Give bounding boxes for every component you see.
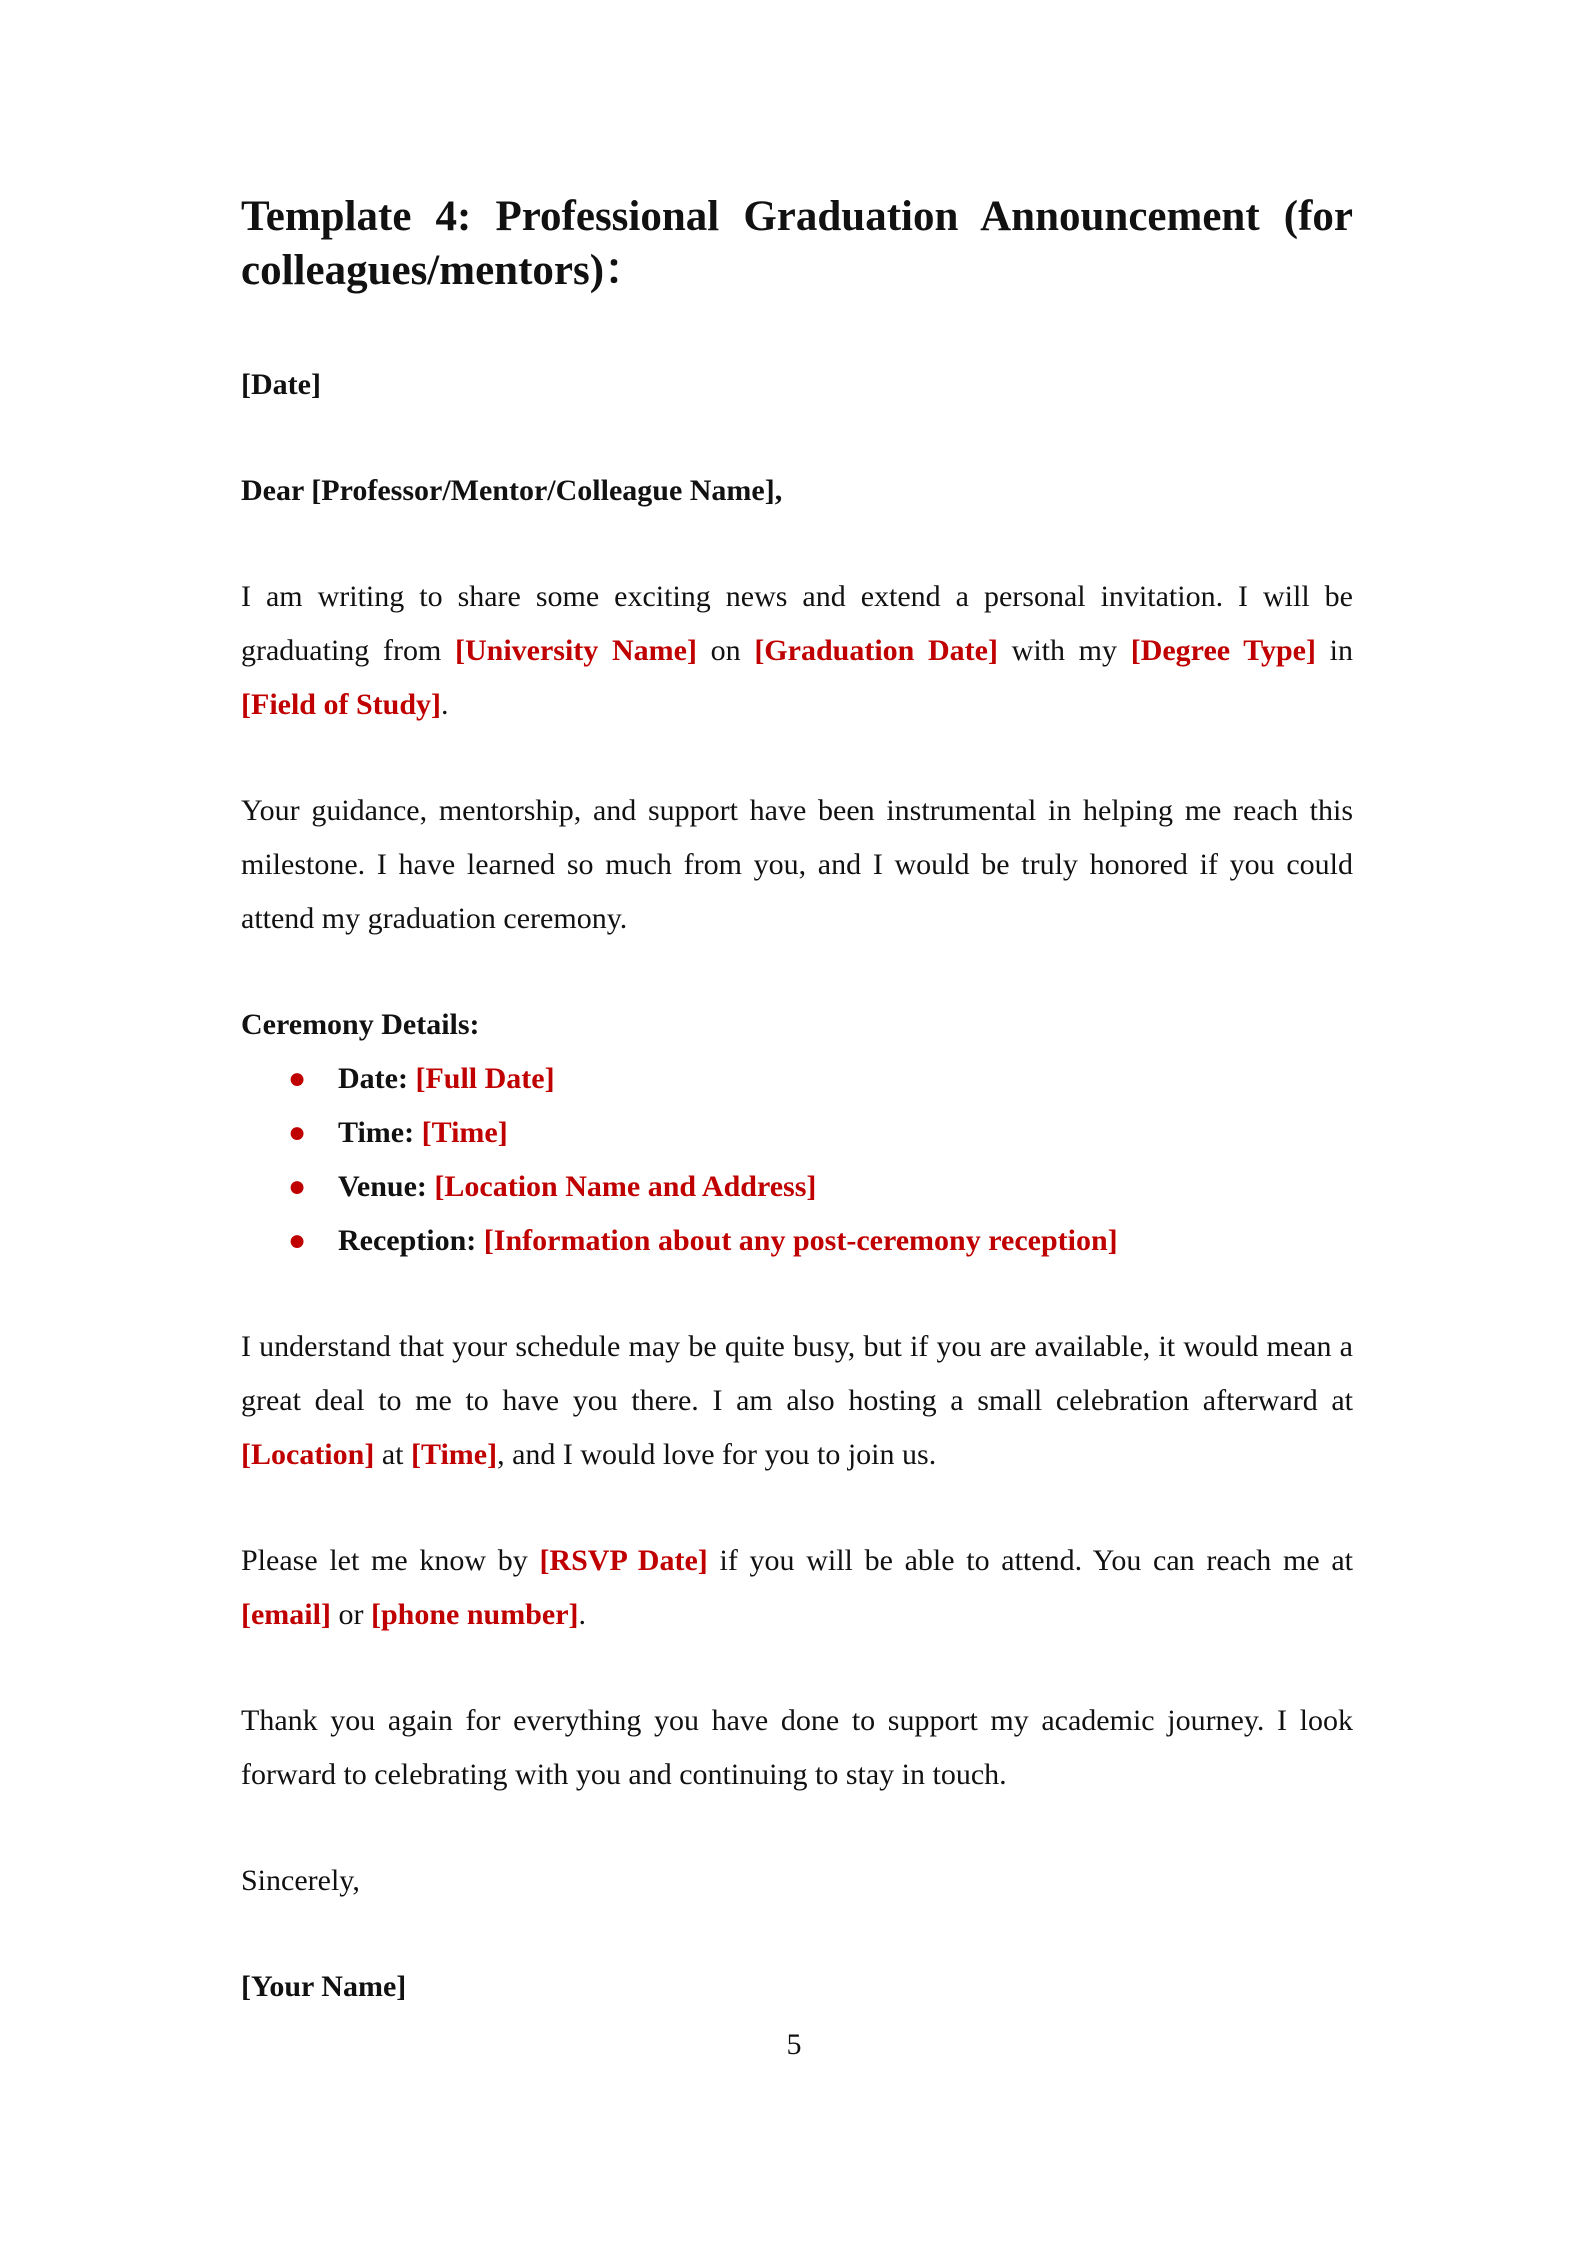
intro-text-1: I am writing to share some exciting news and extend a personal invitation. I will be graduating from: [241, 580, 1353, 667]
date-placeholder: [Date]: [241, 368, 321, 401]
celebration-text-3: , and I would love for you to join us.: [497, 1438, 937, 1471]
rsvp-text-2: if you will be able to attend. You can reach me at: [707, 1544, 1353, 1577]
list-item: [241, 1160, 1353, 1214]
closing-paragraph: Thank you again for everything you have done to support my academic journey. I look forward to celebrating with you and continuing to stay in touch.: [241, 1704, 1353, 1791]
detail-label: Date:: [338, 1062, 408, 1095]
detail-value: [Full Date]: [415, 1062, 555, 1095]
field-of-study-placeholder: [Field of Study]: [241, 688, 442, 721]
intro-text-5: .: [441, 688, 449, 721]
intro-paragraph: [241, 570, 1353, 732]
bullet-icon: ●: [288, 1224, 307, 1257]
graduation-date-placeholder: [Graduation Date]: [754, 634, 998, 667]
letter-body: [241, 190, 1353, 2014]
detail-label: Reception:: [338, 1224, 477, 1257]
detail-value: [Location Name and Address]: [434, 1170, 817, 1203]
bullet-icon: ●: [288, 1062, 307, 1095]
detail-label: Venue:: [338, 1170, 427, 1203]
detail-value: [Time]: [421, 1116, 508, 1149]
intro-text-3: with my: [997, 634, 1131, 667]
intro-text-2: on: [696, 634, 755, 667]
bullet-icon: ●: [288, 1170, 307, 1203]
your-name-placeholder: [Your Name]: [241, 1970, 407, 2003]
university-name-placeholder: [University Name]: [454, 634, 697, 667]
detail-label: Time:: [338, 1116, 415, 1149]
gratitude-paragraph: Your guidance, mentorship, and support have been instrumental in helping me reach this milestone. I have learned so much from you, and I would be truly honored if you could attend my graduation ceremony.: [241, 794, 1353, 935]
signoff: Sincerely,: [241, 1864, 360, 1897]
celebration-text-2: at: [374, 1438, 411, 1471]
bullet-icon: ●: [288, 1116, 307, 1149]
rsvp-text-1: Please let me know by: [241, 1544, 540, 1577]
rsvp-paragraph: [241, 1534, 1353, 1642]
list-item: [241, 1106, 1353, 1160]
email-placeholder: [email]: [241, 1598, 331, 1631]
ceremony-details-heading: Ceremony Details:: [241, 1008, 480, 1041]
ceremony-details-list: [241, 1052, 1353, 1268]
intro-text-4: in: [1316, 634, 1354, 667]
rsvp-date-placeholder: [RSVP Date]: [539, 1544, 708, 1577]
page-title: Template 4: Professional Graduation Announcement (for colleagues/mentors)：: [241, 193, 1353, 294]
list-item: [241, 1052, 1353, 1106]
degree-type-placeholder: [Degree Type]: [1130, 634, 1316, 667]
rsvp-text-3: or: [330, 1598, 371, 1631]
celebration-location-placeholder: [Location]: [241, 1438, 375, 1471]
celebration-time-placeholder: [Time]: [410, 1438, 498, 1471]
page-number: 5: [786, 2028, 802, 2061]
rsvp-text-4: .: [578, 1598, 586, 1631]
detail-value: [Information about any post-ceremony reception]: [483, 1224, 1118, 1257]
phone-placeholder: [phone number]: [370, 1598, 579, 1631]
salutation: Dear [Professor/Mentor/Colleague Name],: [241, 474, 783, 507]
list-item: [241, 1214, 1353, 1268]
celebration-text-1: I understand that your schedule may be quite busy, but if you are available, it would mean a great deal to me to have you there. I am also hosting a small celebration afterward at: [241, 1330, 1353, 1417]
celebration-paragraph: [241, 1320, 1353, 1482]
